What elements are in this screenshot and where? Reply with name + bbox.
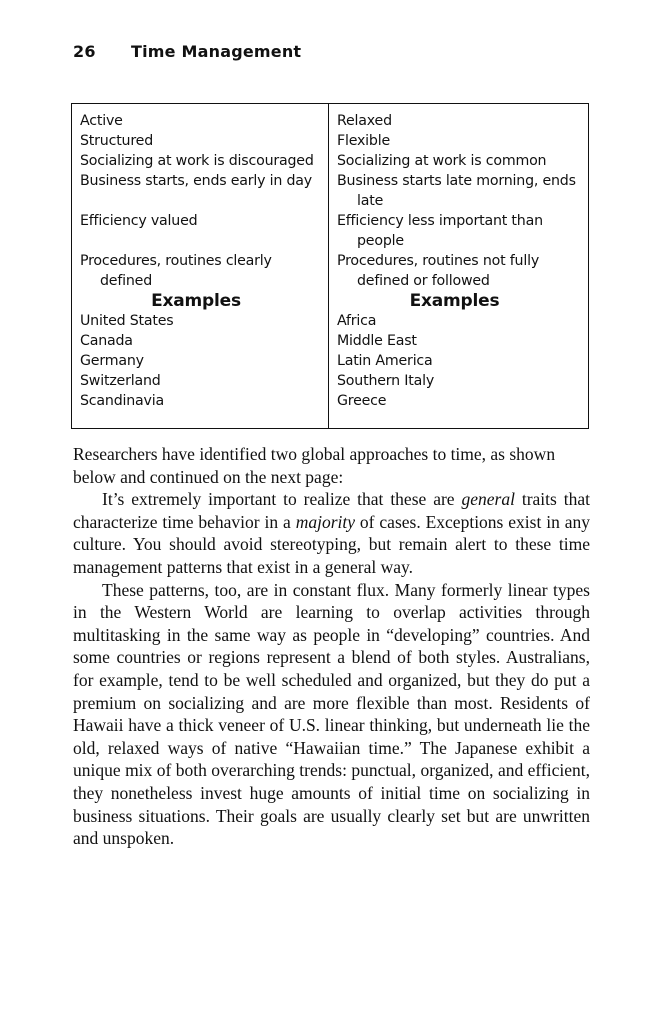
text-run: It’s extremely important to realize that these are [102, 489, 462, 510]
linear-traits-list [80, 111, 322, 291]
example-item: Canada [80, 333, 133, 349]
emphasis-general: general [461, 489, 515, 510]
trait-item: Procedures, routines clearly defined [80, 253, 272, 289]
flexible-column [329, 104, 588, 428]
example-item: Latin America [337, 353, 433, 369]
example-item: United States [80, 313, 174, 329]
trait-item: Socializing at work is discouraged [80, 153, 314, 169]
trait-item: Business starts late morning, ends late [337, 173, 576, 209]
example-item: Africa [337, 313, 377, 329]
page-number: 26 [73, 42, 96, 61]
example-item: Switzerland [80, 373, 161, 389]
example-item: Greece [337, 393, 387, 409]
body-text [73, 443, 590, 850]
paragraph-patterns-flux: These patterns, too, are in constant flux. Many formerly linear types in the Western World are learning to overlap activities through multitasking in the same way as people in “developing” countries. And some countries or regions represent a blend of both styles. Australians, for example, tend to be well scheduled and organized, but they do put a premium on socializing and are more flexible than most. Residents of Hawaii have a thick veneer of U.S. linear thinking, but underneath lie the old, relaxed ways of native “Hawaiian time.” The Japanese exhibit a unique mix of both overarching trends: punctual, organized, and efficient, they nonetheless invest huge amounts of initial time on socializing in business situations. Their goals are usually clearly set but are unwritten and unspoken. [73, 579, 590, 849]
example-item: Southern Italy [337, 373, 435, 389]
paragraph-general-traits [73, 488, 590, 578]
linear-examples-heading: Examples [151, 291, 241, 311]
chapter-title: Time Management [131, 42, 302, 61]
trait-item: Flexible [337, 133, 390, 149]
emphasis-majority: majority [295, 511, 356, 532]
time-approaches-table [71, 103, 589, 429]
flexible-examples-heading: Examples [409, 291, 500, 311]
running-header [73, 42, 301, 61]
trait-item: Procedures, routines not fully defined or followed [337, 253, 540, 289]
flexible-traits-list [337, 111, 582, 291]
linear-examples-list [80, 311, 322, 411]
example-item: Germany [80, 353, 144, 369]
example-item: Scandinavia [80, 393, 164, 409]
example-item: Middle East [337, 333, 417, 349]
trait-item: Efficiency less important than people [337, 213, 543, 249]
trait-item: Structured [80, 133, 154, 149]
flexible-examples-list [337, 311, 582, 411]
trait-item: Relaxed [337, 113, 392, 129]
trait-item: Business starts, ends early in day [80, 173, 312, 189]
text-run: of cases. Exceptions exist in any culture. You should avoid stereotyping, but remain alert to these time management patterns that exist in a general way. [73, 511, 590, 577]
paragraph-intro: Researchers have identified two global approaches to time, as shown below and continued on the next page: [73, 444, 556, 487]
linear-column [72, 104, 329, 428]
text-run: traits that characterize time behavior in a [73, 489, 590, 532]
trait-item: Active [80, 113, 123, 129]
trait-item: Efficiency valued [80, 213, 198, 229]
trait-item: Socializing at work is common [337, 153, 547, 169]
